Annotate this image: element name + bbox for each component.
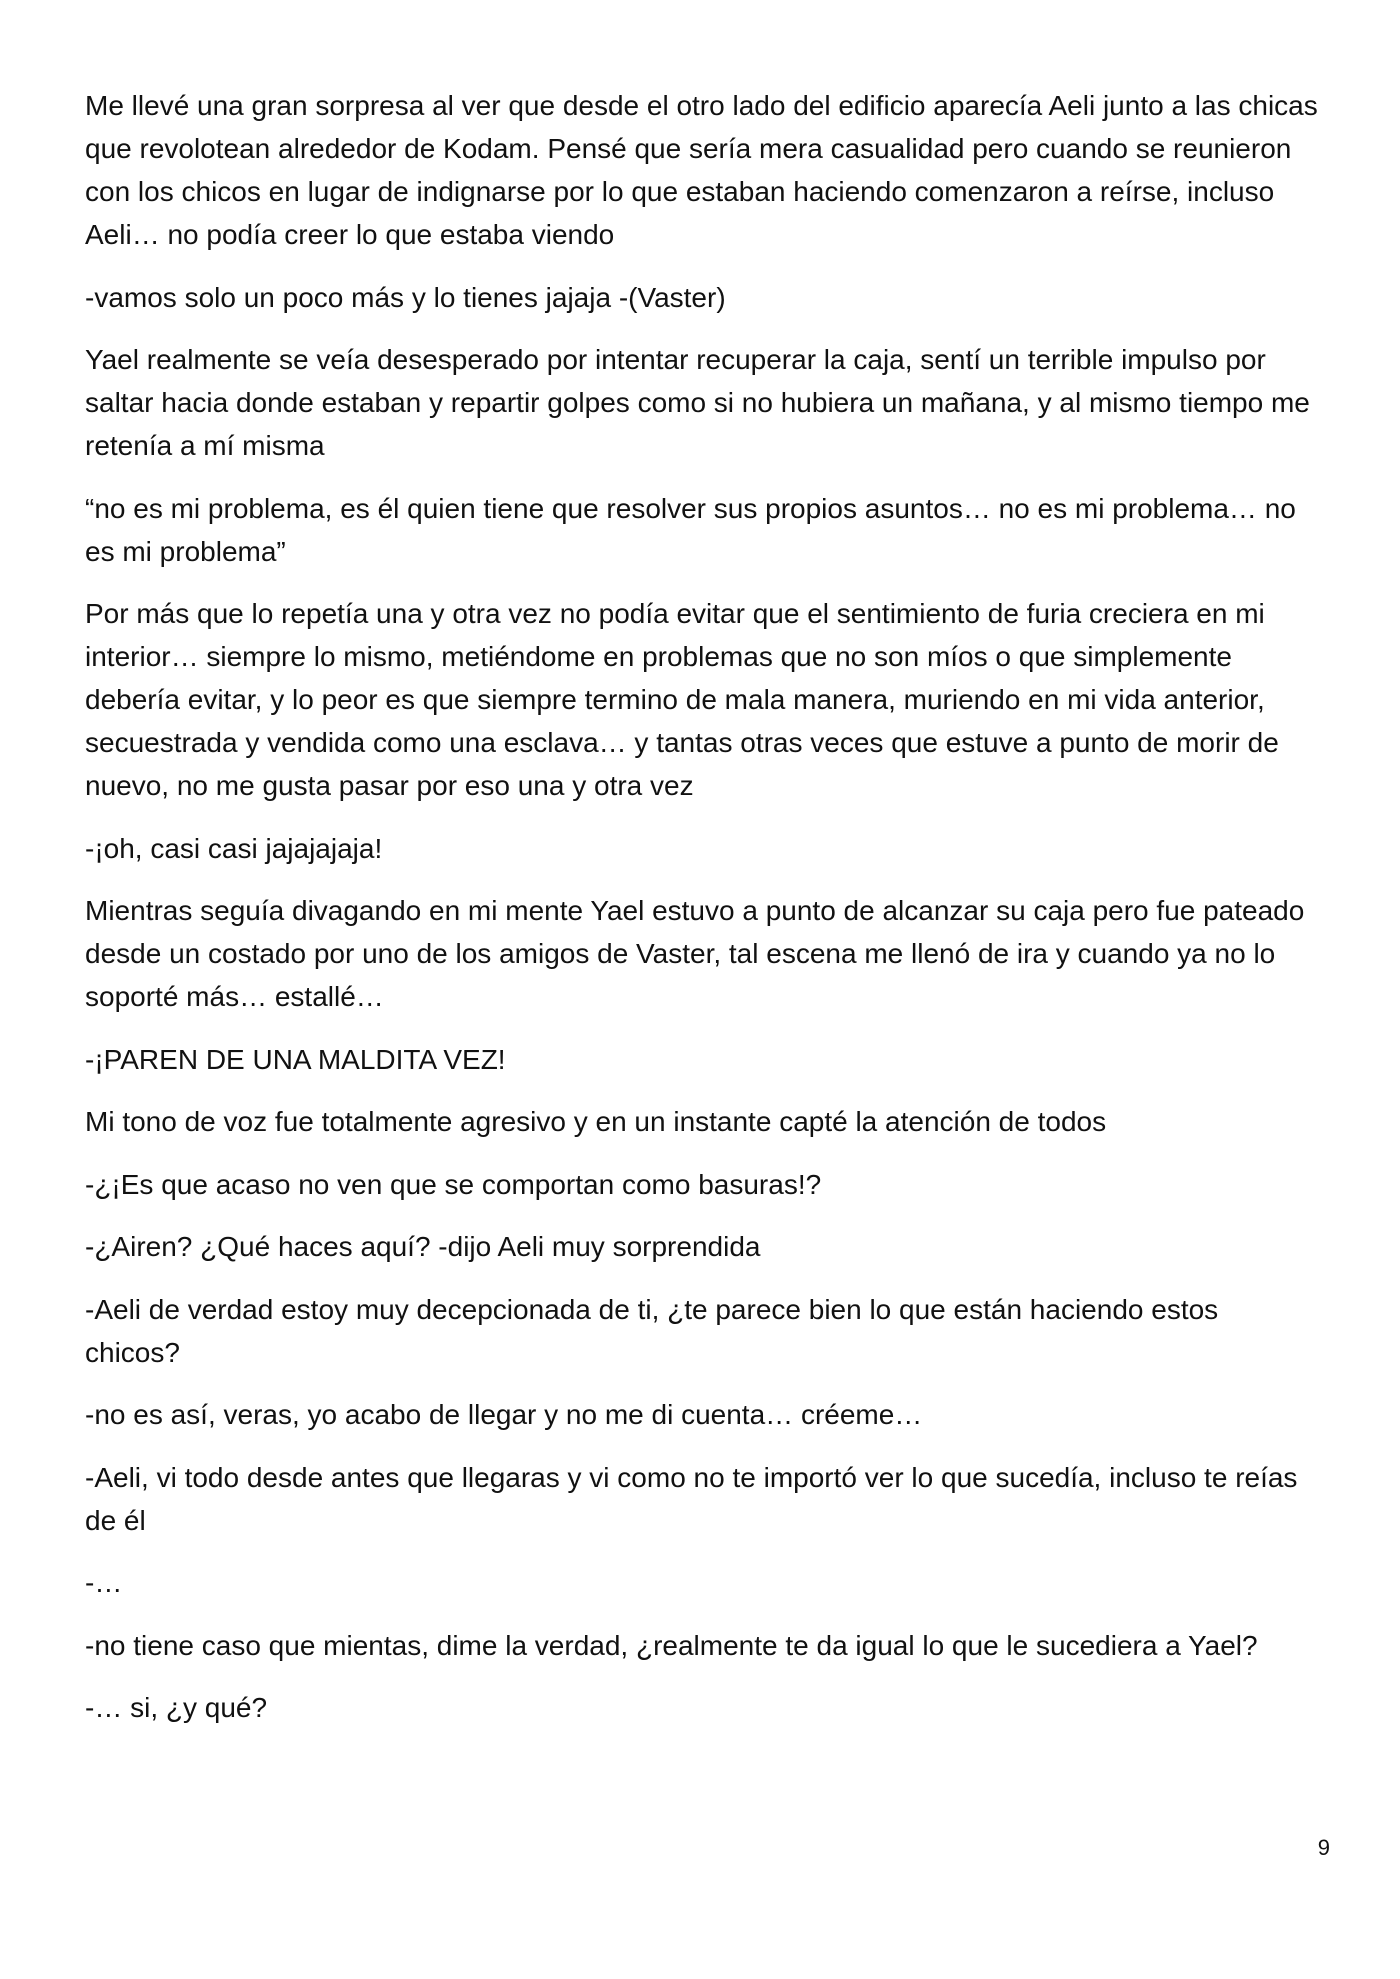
paragraph: Mi tono de voz fue totalmente agresivo y en un instante capté la atención de todos [85, 1106, 1107, 1137]
dialogue-line: -¿Airen? ¿Qué haces aquí? -dijo Aeli muy sorprendida [85, 1231, 761, 1262]
paragraph: Yael realmente se veía desesperado por intentar recuperar la caja, sentí un terrible impulso por saltar hacia donde estaban y repartir golpes como si no hubiera un mañana, y al mismo tiempo me retenía a mí misma [85, 344, 1310, 461]
dialogue-line: -¡PAREN DE UNA MALDITA VEZ! [85, 1043, 506, 1075]
paragraph: Me llevé una gran sorpresa al ver que desde el otro lado del edificio aparecía Aeli junto a las chicas que revolotean alrededor de Kodam. Pensé que sería mera casualidad pero cuando se reunieron con los chicos en lugar de indignarse por lo que estaban haciendo comenzaron a reírse, incluso Aeli… no podía creer lo que estaba viendo [85, 90, 1318, 250]
thought-line: “no es mi problema, es él quien tiene que resolver sus propios asuntos… no es mi problema… no es mi problema” [85, 492, 1296, 567]
paragraph: Por más que lo repetía una y otra vez no podía evitar que el sentimiento de furia creciera en mi interior… siempre lo mismo, metiéndome en problemas que no son míos o que simplemente debería evitar, y lo peor es que siempre termino de mala manera, muriendo en mi vida anterior, secuestrada y vendida como una esclava… y tantas otras veces que estuve a punto de morir de nuevo, no me gusta pasar por eso una y otra vez [85, 598, 1279, 801]
dialogue-line: -no es así, veras, yo acabo de llegar y no me di cuenta… créeme… [85, 1399, 923, 1430]
paragraph: Mientras seguía divagando en mi mente Yael estuvo a punto de alcanzar su caja pero fue pateado desde un costado por uno de los amigos de Vaster, tal escena me llenó de ira y cuando ya no lo soporté más… estallé… [85, 895, 1305, 1012]
dialogue-line: -… si, ¿y qué? [85, 1692, 268, 1723]
dialogue-line: -vamos solo un poco más y lo tienes jajaja -(Vaster) [85, 281, 726, 313]
dialogue-line: -Aeli de verdad estoy muy decepcionada de ti, ¿te parece bien lo que están haciendo estos chicos? [85, 1293, 1219, 1368]
page-body [85, 84, 1320, 1749]
dialogue-line: -no tiene caso que mientas, dime la verdad, ¿realmente te da igual lo que le sucediera a Yael? [85, 1629, 1258, 1661]
dialogue-line: -¡oh, casi casi jajajajaja! [85, 832, 383, 864]
dialogue-line: -… [85, 1567, 123, 1598]
page-number: 9 [1317, 1835, 1330, 1860]
dialogue-line: -Aeli, vi todo desde antes que llegaras y vi como no te importó ver lo que sucedía, incluso te reías de él [85, 1461, 1298, 1536]
dialogue-line: -¿¡Es que acaso no ven que se comportan como basuras!? [85, 1168, 822, 1200]
